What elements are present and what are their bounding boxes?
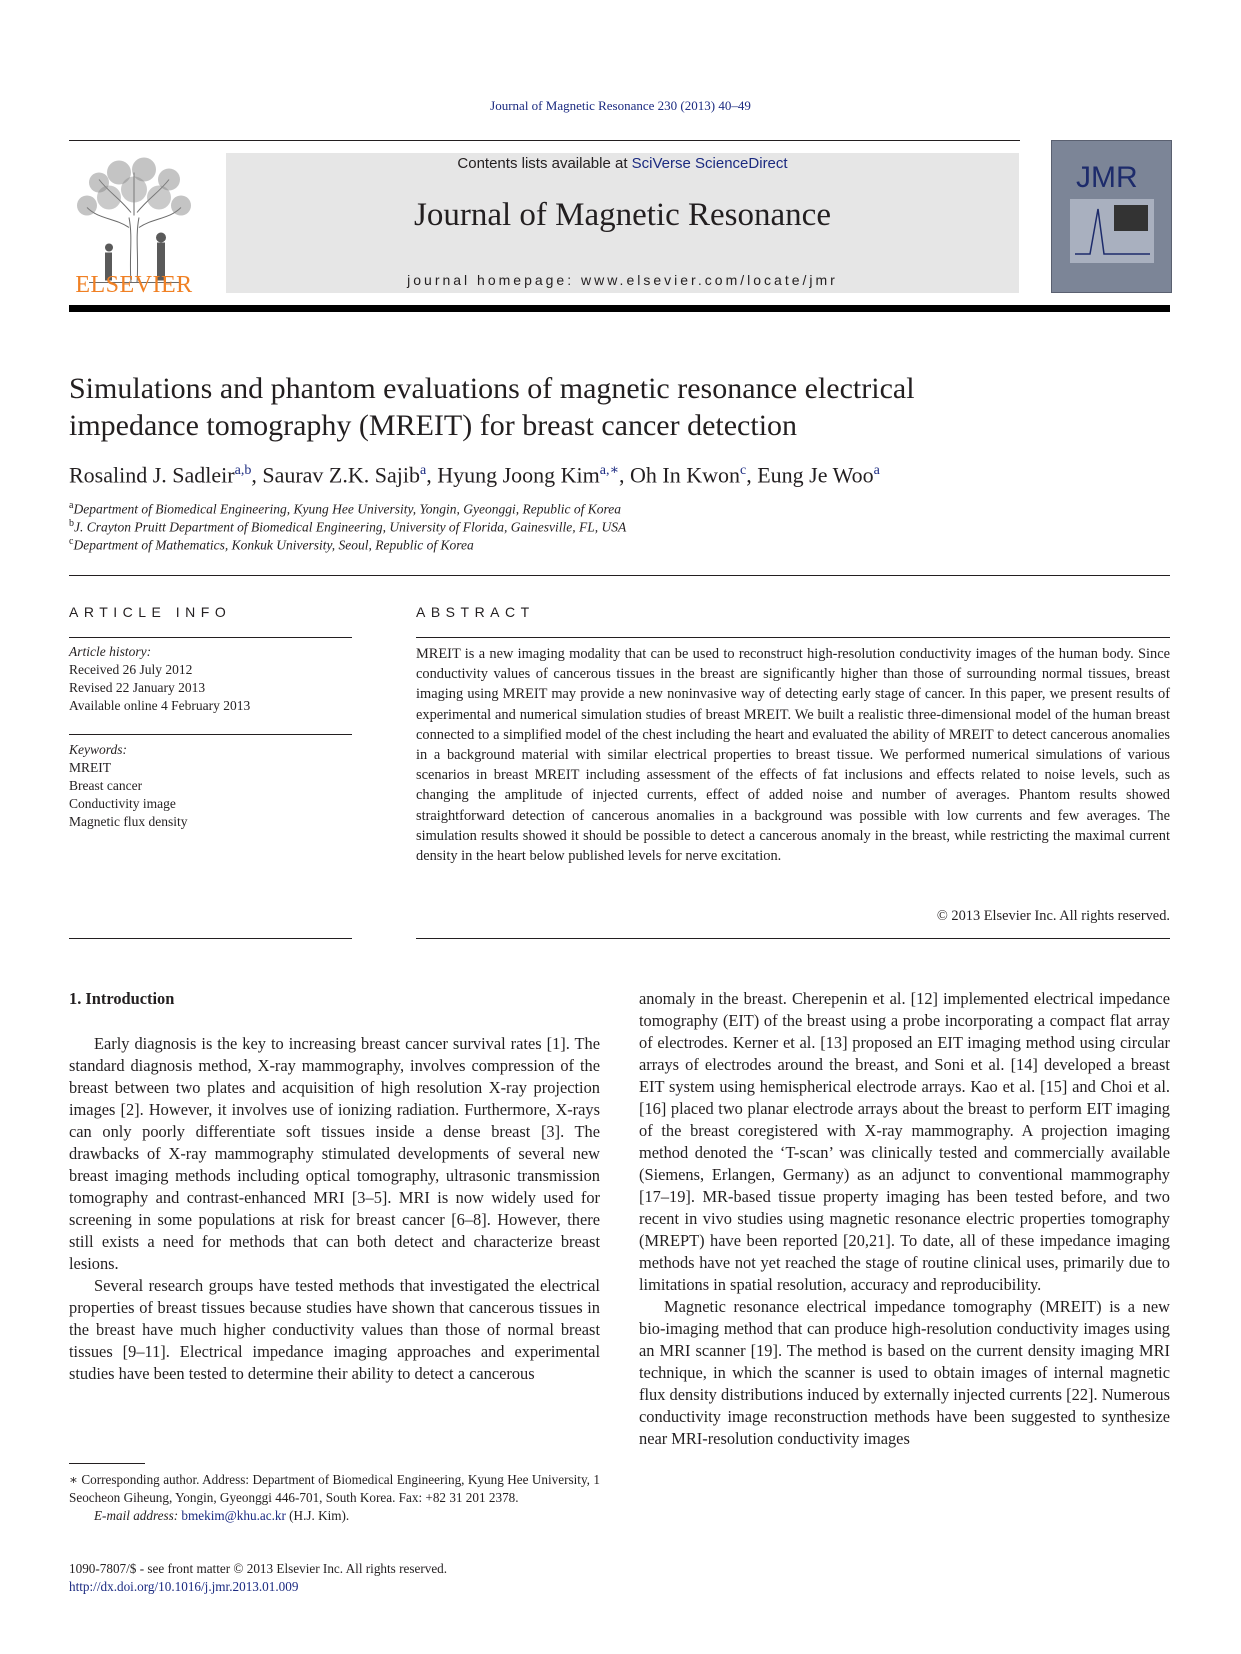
title-line-2: impedance tomography (MREIT) for breast cancer detection — [69, 409, 798, 442]
revised-date: Revised 22 January 2013 — [69, 680, 206, 695]
author-affil-mark[interactable]: a,b — [234, 463, 252, 478]
journal-title: Journal of Magnetic Resonance — [414, 197, 831, 233]
author-name: Hyung Joong Kim — [437, 462, 600, 488]
abstract-heading: ABSTRACT — [416, 604, 535, 620]
header-thick-rule — [69, 305, 1170, 312]
author-separator: , — [426, 462, 438, 488]
online-date: Available online 4 February 2013 — [69, 698, 251, 713]
author-list — [69, 462, 1169, 488]
received-date: Received 26 July 2012 — [69, 662, 193, 677]
email-label: E-mail address: — [94, 1508, 179, 1523]
publisher-wordmark: ELSEVIER — [75, 272, 193, 298]
footnote-rule — [69, 1463, 145, 1464]
contents-prefix: Contents lists available at — [457, 155, 632, 172]
article-info-bottom-rule — [69, 938, 352, 939]
keyword: Breast cancer — [69, 778, 143, 793]
body-paragraph: Several research groups have tested methods that investigated the electrical properties of breast tissues because studies have shown that cancerous tissues in the breast have much higher conductivity values than those of normal breast tissues [9–11]. Electrical impedance imaging approaches and experimental studies have been tested to determine their ability to detect a cancerous — [69, 1276, 600, 1383]
abstract-rule — [416, 637, 1170, 638]
keyword: Magnetic flux density — [69, 814, 188, 829]
abstract-text: MREIT is a new imaging modality that can be used to reconstruct high-resolution conductivity images of the human body. Since conductivity values of cancerous tissues in the breast are significantly higher than those of surrounding normal tissues, breast imaging using MREIT may provide a new noninvasive way of detecting early stage of cancer. In this paper, we present results of experimental and numerical simulation studies of breast MREIT. We built a realistic three-dimensional model of the human breast connected to a simplified model of the chest including the heart and evaluated the ability of MREIT to detect cancerous anomalies in a background material with similar electrical properties to breast tissue. We performed numerical simulations of various scenarios in breast MREIT including assessment of the effects of fat inclusions and effects related to noise levels, such as changing the amplitude of injected currents, effect of added noise and number of averages. Phantom results showed straightforward detection of cancerous anomalies in a background was possible with low currents and few averages. The simulation results showed it should be possible to detect a cancerous anomaly in the breast, while restricting the maximal current density in the heart below published levels for nerve excitation. — [416, 646, 1170, 865]
sciencedirect-link[interactable]: SciVerse ScienceDirect — [631, 155, 788, 172]
author-name: Saurav Z.K. Sajib — [262, 462, 420, 488]
affiliation-text: Department of Mathematics, Konkuk University, Seoul, Republic of Korea — [73, 537, 474, 553]
body-paragraph: Early diagnosis is the key to increasing breast cancer survival rates [1]. The standard diagnosis method, X-ray mammography, involves compression of the breast between two plates and acquisition of high resolution X-ray projection images [2]. However, it involves use of ionizing radiation. Furthermore, X-rays can only poorly differentiate soft tissues inside a dense breast [3]. The drawbacks of X-ray mammography stimulated developments of several new breast imaging methods including optical tomography, ultrasonic transmission tomography and contrast-enhanced MRI [3–5]. MRI is now widely used for screening in some populations at risk for breast cancer [6–8]. However, there still exists a need for methods that can both detect and characterize breast lesions. — [69, 1034, 600, 1273]
issn-block — [69, 1560, 447, 1596]
doi-link[interactable]: http://dx.doi.org/10.1016/j.jmr.2013.01.009 — [69, 1579, 299, 1594]
email-line — [69, 1507, 600, 1525]
affiliation-mark: a — [69, 500, 74, 511]
body-column-left — [69, 1033, 600, 1385]
keywords-block — [69, 741, 187, 831]
journal-cover-thumbnail[interactable] — [1051, 140, 1172, 293]
introduction-heading: 1. Introduction — [69, 989, 175, 1008]
journal-citation-link[interactable]: Journal of Magnetic Resonance 230 (2013) 40–49 — [490, 98, 751, 113]
email-link[interactable]: bmekim@khu.ac.kr — [181, 1508, 286, 1523]
body-paragraph: anomaly in the breast. Cherepenin et al. [12] implemented electrical impedance tomography (EIT) of the breast using a probe incorporating a compact flat array of electrodes. Kerner et al. [13] proposed an EIT imaging method using circular arrays of electrodes around the breast, and Soni et al. [14] developed a breast EIT system using hemispherical electrode arrays. Kao et al. [15] and Choi et al. [16] placed two planar electrode arrays about the breast to perform EIT imaging of the breast coregistered with X-ray mammography. A projection imaging method denoted the ‘T-scan’ was clinically tested and commercially available (Siemens, Erlangen, Germany) as an adjunct to conventional mammography [17–19]. MR-based tissue property imaging has been tested before, and two recent in vivo studies using magnetic resonance electric properties tomography (MREPT) have been reported [20,21]. To date, all of these impedance imaging methods have not yet reached the stage of routine clinical uses, primarily due to limitations in spatial resolution, accuracy and reproducibility. — [639, 989, 1170, 1294]
article-info-heading: ARTICLE INFO — [69, 604, 232, 620]
email-owner: (H.J. Kim). — [285, 1508, 350, 1523]
affiliation-text: J. Crayton Pruitt Department of Biomedical Engineering, University of Florida, Gainesville, FL, USA — [74, 519, 627, 535]
author-name: Oh In Kwon — [630, 462, 740, 488]
abstract-copyright: © 2013 Elsevier Inc. All rights reserved. — [936, 908, 1170, 924]
affiliation-mark: b — [69, 518, 74, 529]
affiliation — [69, 518, 626, 536]
affiliation-text: Department of Biomedical Engineering, Kyung Hee University, Yongin, Gyeonggi, Republic of Korea — [73, 501, 621, 517]
affiliation — [69, 536, 474, 554]
section-rule — [69, 575, 1170, 576]
keywords-rule — [69, 734, 352, 735]
author-affil-mark[interactable]: a — [419, 463, 427, 478]
article-info-rule — [69, 637, 352, 638]
keyword: Conductivity image — [69, 796, 176, 811]
author-name: Rosalind J. Sadleir — [69, 462, 235, 488]
cover-graphic-icon — [1070, 199, 1154, 263]
contents-line — [226, 155, 1019, 172]
article-title — [69, 370, 1169, 444]
author-separator: , — [746, 462, 758, 488]
corresponding-author-text: ∗ Corresponding author. Address: Department of Biomedical Engineering, Kyung Hee University, 1 Seocheon Giheung, Yongin, Gyeonggi 446-701, South Korea. Fax: +82 31 201 2378. — [69, 1472, 600, 1505]
title-line-1: Simulations and phantom evaluations of magnetic resonance electrical — [69, 372, 915, 405]
author-separator: , — [619, 462, 630, 488]
cover-label: JMR — [1076, 161, 1138, 194]
corresponding-author-footnote — [69, 1471, 600, 1525]
issn-text: 1090-7807/$ - see front matter © 2013 Elsevier Inc. All rights reserved. — [69, 1561, 448, 1576]
keywords-label: Keywords: — [69, 742, 127, 757]
body-paragraph: Magnetic resonance electrical impedance tomography (MREIT) is a new bio-imaging method that can produce high-resolution conductivity images using an MRI scanner [19]. The method is based on the current density imaging MRI technique, in which the scanner is used to obtain images of internal magnetic flux density distributions induced by externally injected currents [22]. Numerous conductivity image reconstruction methods have been suggested to synthesize near MRI-resolution conductivity images — [639, 1297, 1170, 1448]
author-affil-mark[interactable]: a — [873, 463, 880, 478]
affiliation — [69, 500, 621, 518]
article-history — [69, 643, 250, 715]
author-separator: , — [251, 462, 263, 488]
body-column-right — [639, 988, 1170, 1450]
history-label: Article history: — [69, 644, 152, 659]
journal-homepage[interactable]: journal homepage: www.elsevier.com/locate/jmr — [407, 272, 838, 288]
author-name: Eung Je Woo — [757, 462, 874, 488]
top-rule — [69, 140, 1020, 141]
keyword: MREIT — [69, 760, 111, 775]
author-affil-mark[interactable]: c — [740, 463, 747, 478]
author-affil-mark[interactable]: a,∗ — [599, 463, 619, 478]
affiliation-mark: c — [69, 536, 74, 547]
abstract-bottom-rule — [416, 938, 1170, 939]
